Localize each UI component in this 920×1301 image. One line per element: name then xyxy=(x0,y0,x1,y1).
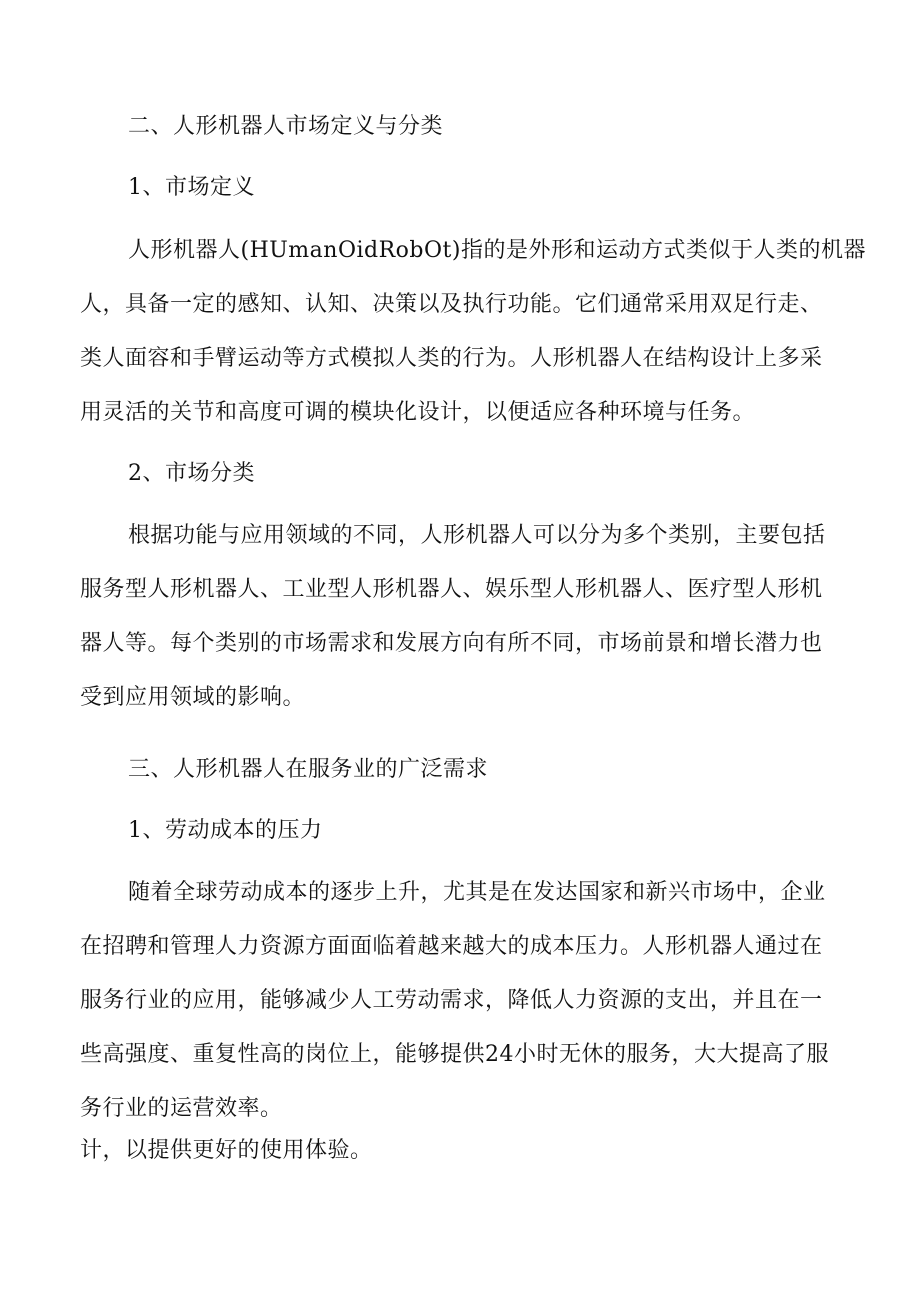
trailing-text-line: 计，以提供更好的使用体验。 xyxy=(80,1138,373,1163)
subsection-labor-cost-heading: 1、劳动成本的压力 xyxy=(128,818,323,843)
paragraph-line: 用灵活的关节和高度可调的模块化设计，以便适应各种环境与任务。 xyxy=(80,400,756,425)
paragraph-line: 类人面容和手臂运动等方式模拟人类的行为。人形机器人在结构设计上多采 xyxy=(80,346,823,371)
section-3-heading: 三、人形机器人在服务业的广泛需求 xyxy=(128,757,489,782)
paragraph-line: 服务型人形机器人、工业型人形机器人、娱乐型人形机器人、医疗型人形机 xyxy=(80,577,823,602)
section-2-heading: 二、人形机器人市场定义与分类 xyxy=(128,114,444,139)
paragraph-line: 人形机器人(HUmanOidRobOt)指的是外形和运动方式类似于人类的机器 xyxy=(128,238,866,263)
paragraph-line: 服务行业的应用，能够减少人工劳动需求，降低人力资源的支出，并且在一 xyxy=(80,988,823,1013)
paragraph-line: 器人等。每个类别的市场需求和发展方向有所不同，市场前景和增长潜力也 xyxy=(80,631,823,656)
paragraph-line: 在招聘和管理人力资源方面面临着越来越大的成本压力。人形机器人通过在 xyxy=(80,934,823,959)
subsection-market-classification-heading: 2、市场分类 xyxy=(128,461,255,486)
paragraph-line: 人，具备一定的感知、认知、决策以及执行功能。它们通常采用双足行走、 xyxy=(80,292,823,317)
paragraph-line: 些高强度、重复性高的岗位上，能够提供24小时无休的服务，大大提高了服 xyxy=(80,1042,829,1067)
paragraph-line: 受到应用领域的影响。 xyxy=(80,685,306,710)
paragraph-line: 随着全球劳动成本的逐步上升，尤其是在发达国家和新兴市场中，企业 xyxy=(128,880,826,905)
paragraph-line: 根据功能与应用领域的不同，人形机器人可以分为多个类别，主要包括 xyxy=(128,523,826,548)
subsection-market-definition-heading: 1、市场定义 xyxy=(128,175,255,200)
paragraph-line: 务行业的运营效率。 xyxy=(80,1096,283,1121)
